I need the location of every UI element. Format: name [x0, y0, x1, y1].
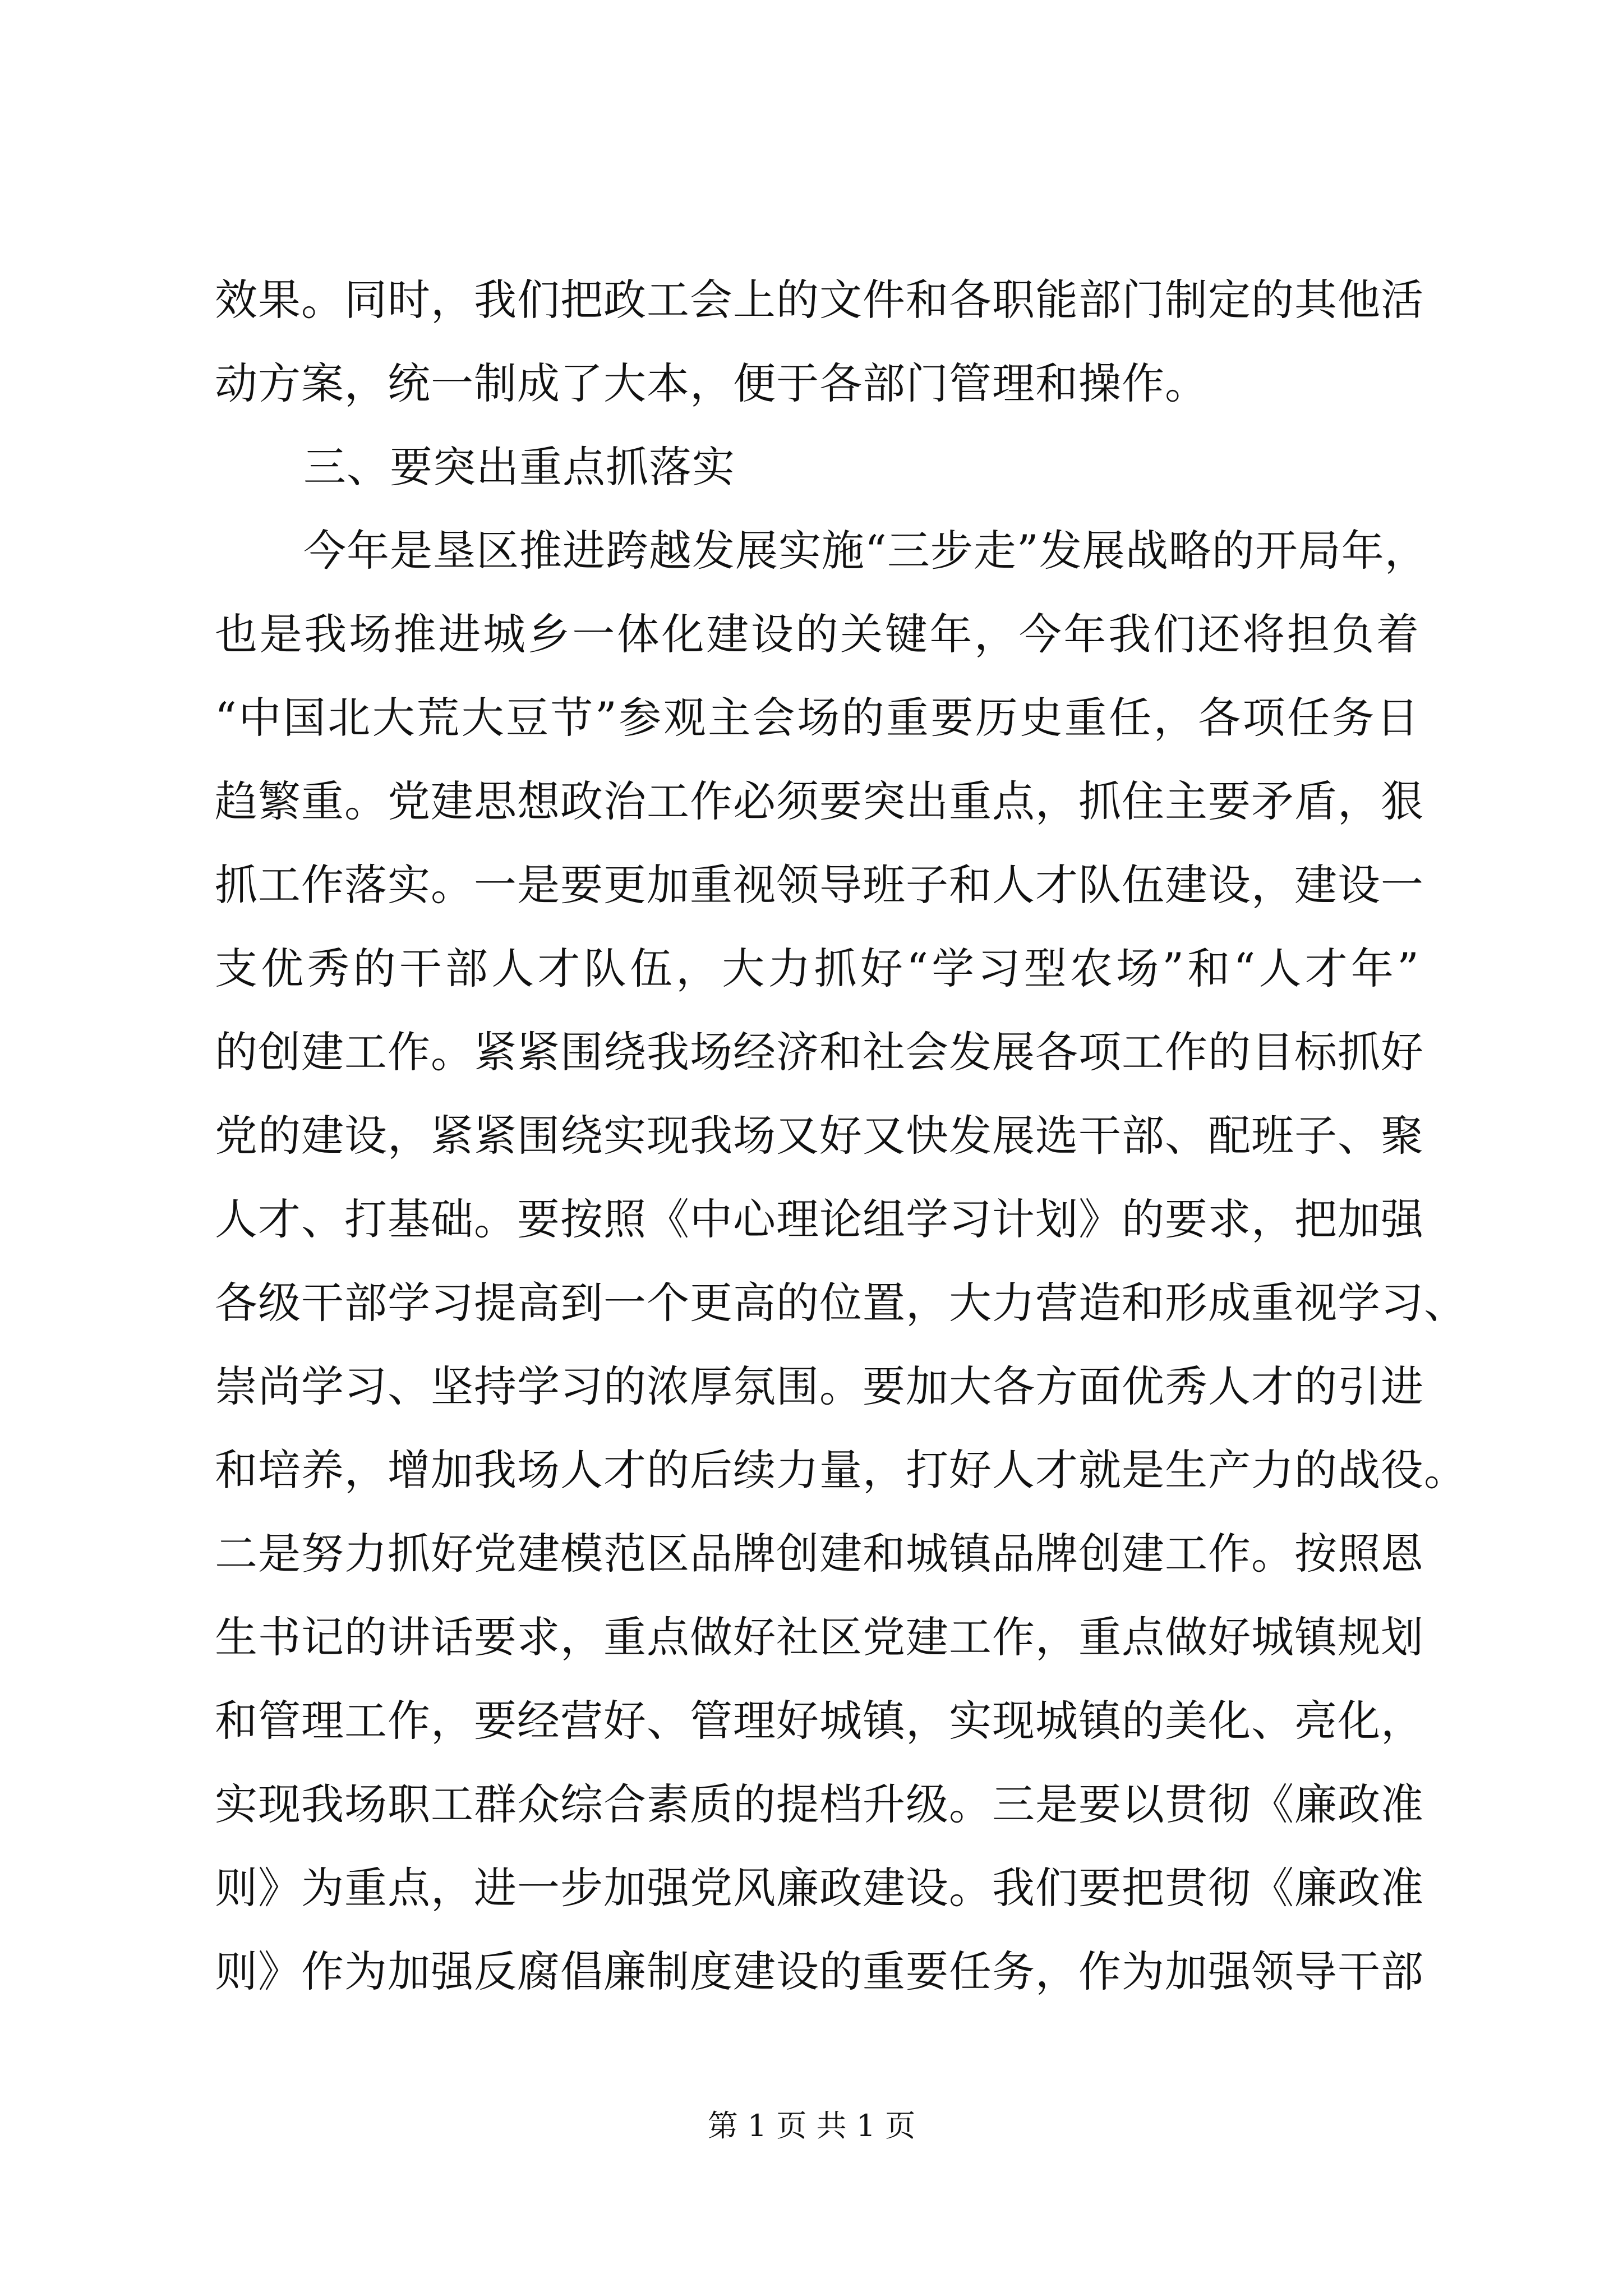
text-line: 的创建工作。紧紧围绕我场经济和社会发展各项工作的目标抓好	[215, 1027, 1424, 1077]
section-heading: 三、要突出重点抓落实	[303, 442, 735, 492]
text-line: 生书记的讲话要求，重点做好社区党建工作，重点做好城镇规划	[215, 1612, 1424, 1662]
text-line: 实现我场职工群众综合素质的提档升级。三是要以贯彻《廉政准	[215, 1779, 1424, 1829]
text-line: 各级干部学习提高到一个更高的位置，大力营造和形成重视学习、	[215, 1278, 1467, 1328]
text-line: 则》作为加强反腐倡廉制度建设的重要任务，作为加强领导干部	[215, 1947, 1424, 1996]
text-line: 支优秀的干部人才队伍，大力抓好“学习型农场”和“人才年”	[215, 944, 1419, 993]
text-line: 则》为重点，进一步加强党风廉政建设。我们要把贯彻《廉政准	[215, 1863, 1424, 1913]
text-line: 人才、打基础。要按照《中心理论组学习计划》的要求，把加强	[215, 1194, 1424, 1244]
text-line: 趋繁重。党建思想政治工作必须要突出重点，抓住主要矛盾，狠	[215, 776, 1424, 826]
text-line: 和管理工作，要经营好、管理好城镇，实现城镇的美化、亮化，	[215, 1696, 1424, 1746]
text-line: 崇尚学习、坚持学习的浓厚氛围。要加大各方面优秀人才的引进	[215, 1361, 1424, 1411]
text-line: 抓工作落实。一是要更加重视领导班子和人才队伍建设，建设一	[215, 860, 1424, 910]
text-line: “中国北大荒大豆节”参观主会场的重要历史重任，各项任务日	[215, 693, 1419, 743]
text-line: 效果。同时，我们把政工会上的文件和各职能部门制定的其他活	[215, 275, 1424, 325]
text-line: 党的建设，紧紧围绕实现我场又好又快发展选干部、配班子、聚	[215, 1111, 1424, 1161]
text-line: 动方案，统一制成了大本，便于各部门管理和操作。	[215, 358, 1208, 408]
text-line: 也是我场推进城乡一体化建设的关键年，今年我们还将担负着	[215, 609, 1419, 659]
document-body	[215, 258, 1467, 2013]
text-line: 二是努力抓好党建模范区品牌创建和城镇品牌创建工作。按照恩	[215, 1529, 1424, 1579]
page-footer: 第 1 页 共 1 页	[707, 2108, 916, 2143]
text-line: 和培养，增加我场人才的后续力量，打好人才就是生产力的战役。	[215, 1445, 1467, 1495]
text-line: 今年是垦区推进跨越发展实施“三步走”发展战略的开局年，	[303, 526, 1428, 576]
